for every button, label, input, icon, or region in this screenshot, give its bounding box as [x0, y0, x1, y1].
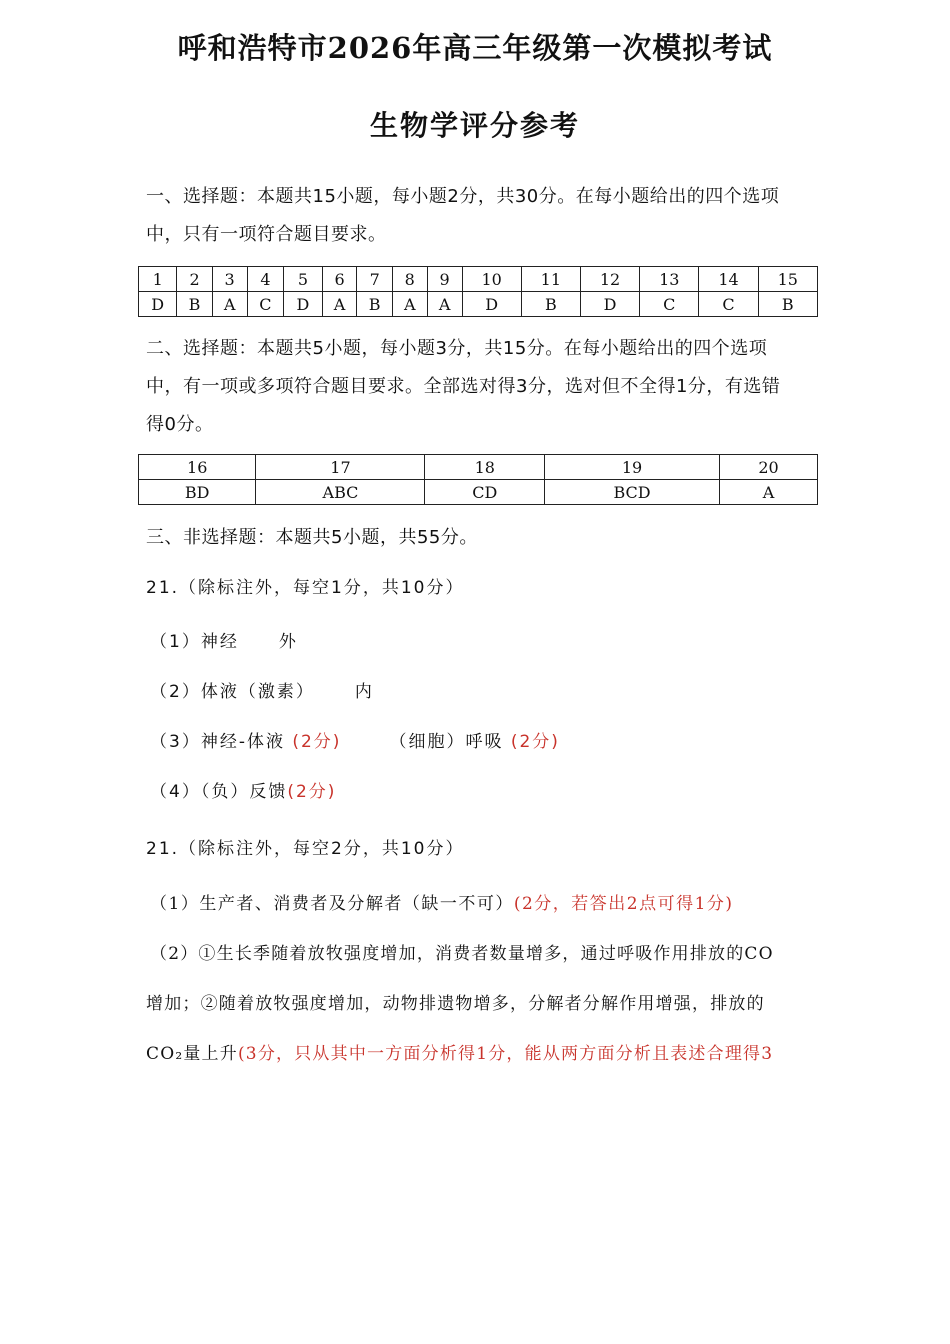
table1-answer: C [247, 292, 284, 317]
table1-number: 10 [462, 267, 521, 292]
q21b-part2-line1: （2）①生长季随着放牧强度增加，消费者数量增多，通过呼吸作用排放的CO [150, 944, 774, 964]
table1-answer: D [139, 292, 177, 317]
section3-heading: 三、非选择题：本题共5小题，共55分。 [146, 527, 478, 548]
table2-answer: BCD [545, 480, 720, 505]
table2-answer: CD [425, 480, 545, 505]
section2-line1: 二、选择题：本题共5小题，每小题3分，共15分。在每小题给出的四个选项 [146, 338, 768, 359]
section1-instructions [146, 178, 826, 254]
table1-number: 15 [758, 267, 817, 292]
table1-number: 1 [139, 267, 177, 292]
q21b-heading: 21.（除标注外，每空2分，共10分） [146, 839, 465, 859]
page-subtitle: 生物学评分参考 [369, 109, 580, 142]
q21a-item-2-answer-b: 内 [354, 682, 374, 702]
q21b-part1 [150, 890, 734, 918]
q21b-part2-score: (3分，只从其中一方面分析得1分，能从两方面分析且表述合理得3 [237, 1044, 774, 1064]
table1-number: 4 [247, 267, 284, 292]
q21a-item-1-answer: （1）神经 [150, 632, 239, 652]
table1-number: 8 [392, 267, 427, 292]
table2-answer-row [139, 480, 818, 505]
exam-title: 呼和浩特市2026年高三年级第一次模拟考试 [177, 31, 773, 65]
table1-answer: C [699, 292, 758, 317]
q21a-item-1 [150, 628, 298, 656]
table1-answer: A [322, 292, 357, 317]
table1-number: 14 [699, 267, 758, 292]
q21a-heading: 21.（除标注外，每空1分，共10分） [146, 578, 465, 598]
table1-number: 2 [177, 267, 212, 292]
q21a-item-3-answer: （3）神经-体液 [150, 732, 285, 752]
section1-line2: 中，只有一项符合题目要求。 [146, 224, 387, 245]
table2-number: 20 [720, 455, 818, 480]
table1-number: 7 [357, 267, 392, 292]
table1-number: 12 [580, 267, 639, 292]
table1-answer: D [580, 292, 639, 317]
table1-answer: D [462, 292, 521, 317]
answer-table-1 [138, 266, 818, 317]
q21a-item-3 [150, 728, 560, 756]
table1-number: 9 [427, 267, 462, 292]
table1-answer-row [139, 292, 818, 317]
q21a-item-1-answer-b: 外 [278, 632, 298, 652]
table2-number: 16 [139, 455, 256, 480]
table2-number: 19 [545, 455, 720, 480]
table1-answer: B [758, 292, 817, 317]
table2-answer: ABC [256, 480, 425, 505]
table1-answer: A [392, 292, 427, 317]
table1-answer: A [212, 292, 247, 317]
section2-line3: 得0分。 [146, 414, 214, 435]
table1-answer: B [177, 292, 212, 317]
table1-number-row [139, 267, 818, 292]
q21a-item-3-answer-b: （细胞）呼吸 [389, 732, 504, 752]
section2-line2: 中，有一项或多项符合题目要求。全部选对得3分，选对但不全得1分，有选错 [146, 376, 781, 397]
table1-answer: C [640, 292, 699, 317]
q21a-item-3-score: (2分) [292, 732, 342, 752]
q21b-part2-answer: CO₂量上升 [146, 1044, 238, 1064]
table1-number: 3 [212, 267, 247, 292]
q21a-item-3-score-b: (2分) [510, 732, 560, 752]
table1-number: 13 [640, 267, 699, 292]
table2-number-row [139, 455, 818, 480]
table1-number: 5 [284, 267, 322, 292]
table1-number: 6 [322, 267, 357, 292]
table1-number: 11 [521, 267, 580, 292]
q21a-item-2-answer: （2）体液（激素） [150, 682, 315, 702]
table2-number: 18 [425, 455, 545, 480]
section2-instructions [146, 330, 826, 444]
table2-answer: A [720, 480, 818, 505]
q21a-item-4-score: (2分) [287, 782, 337, 802]
q21a-item-2 [150, 678, 374, 706]
q21b-part1-score: (2分，若答出2点可得1分) [513, 894, 734, 914]
table1-answer: B [521, 292, 580, 317]
q21a-item-4-answer: （4）（负）反馈 [150, 782, 288, 802]
q21b-part2-line3 [146, 1040, 773, 1068]
q21b-part2-line2: 增加；②随着放牧强度增加，动物排遗物增多，分解者分解作用增强，排放的 [146, 994, 765, 1014]
table2-answer: BD [139, 480, 256, 505]
table1-answer: B [357, 292, 392, 317]
table1-answer: D [284, 292, 322, 317]
section1-line1: 一、选择题：本题共15小题，每小题2分，共30分。在每小题给出的四个选项 [146, 186, 780, 207]
answer-table-2 [138, 454, 818, 505]
table1-answer: A [427, 292, 462, 317]
q21b-part1-answer: （1）生产者、消费者及分解者（缺一不可） [150, 894, 514, 914]
table2-number: 17 [256, 455, 425, 480]
q21a-item-4 [150, 778, 336, 806]
